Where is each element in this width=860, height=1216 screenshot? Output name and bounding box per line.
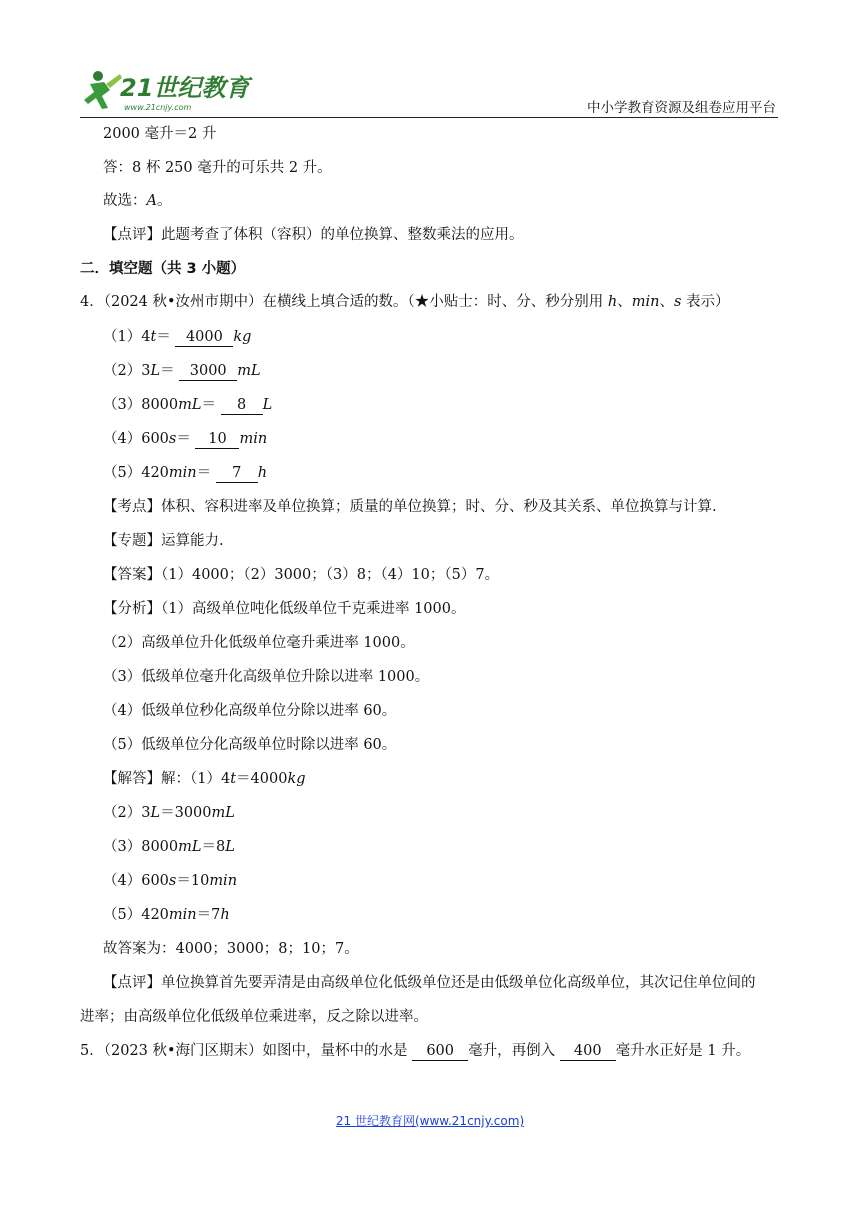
answer-blank: 8	[221, 397, 263, 415]
q4-answer: 【答案】（1）4000；（2）3000；（3）8；（4）10；（5）7。	[103, 567, 500, 583]
prev-line-1: 2000 毫升＝2 升	[103, 126, 217, 142]
header-divider	[80, 117, 778, 118]
q4-analysis: （3）低级单位毫升化高级单位升除以进率 1000。	[103, 669, 430, 685]
answer-blank: 400	[560, 1043, 616, 1061]
q5-stem: 5．（2023 秋•海门区期末）如图中，量杯中的水是 600 毫升，再倒入 400 毫升水正好是 1 升。	[80, 1043, 751, 1059]
page-footer	[0, 1112, 860, 1129]
logo	[80, 66, 260, 116]
page-header	[80, 62, 778, 118]
q4-item: （5）420min＝ 7 h	[103, 465, 268, 481]
q4-analysis: （4）低级单位秒化高级单位分除以进率 60。	[103, 703, 397, 719]
q4-analysis: （2）高级单位升化低级单位毫升乘进率 1000。	[103, 635, 415, 651]
answer-blank: 10	[195, 431, 239, 449]
answer-blank: 4000	[175, 329, 233, 347]
q4-item: （4）600s＝ 10 min	[103, 431, 268, 447]
q4-solution: （4）600s＝10min	[103, 873, 238, 889]
q4-kaodian: 【考点】体积、容积进率及单位换算；质量的单位换算；时、分、秒及其关系、单位换算与计算.	[103, 499, 717, 515]
q4-final: 故答案为：4000；3000；8；10；7。	[103, 941, 359, 957]
prev-line-2: 答：8 杯 250 毫升的可乐共 2 升。	[103, 160, 332, 176]
q4-analysis: （5）低级单位分化高级单位时除以进率 60。	[103, 737, 397, 753]
logo-url-text: www.21cnjy.com	[124, 103, 192, 112]
footer-link[interactable]: 21 世纪教育网(www.21cnjy.com)	[335, 1114, 525, 1128]
answer-blank: 600	[412, 1043, 468, 1061]
q4-item: （3）8000mL＝ 8 L	[103, 397, 273, 413]
q4-item: （1）4t＝ 4000 kg	[103, 329, 252, 345]
answer-choice: A	[146, 193, 157, 209]
q4-review: 【点评】单位换算首先要弄清是由高级单位化低级单位还是由低级单位化高级单位，其次记住单位间的	[103, 975, 756, 991]
answer-blank: 3000	[179, 363, 237, 381]
prev-review: 【点评】此题考查了体积（容积）的单位换算、整数乘法的应用。	[103, 227, 524, 243]
q4-zhuanti: 【专题】运算能力.	[103, 533, 224, 549]
prev-line-3: 故选：A。	[103, 193, 172, 209]
q4-item: （2）3L＝ 3000 mL	[103, 363, 261, 379]
q4-solution: （5）420min＝7h	[103, 907, 230, 923]
section-title: 二．填空题（共 3 小题）	[80, 261, 246, 277]
q4-solution: 【解答】解：（1）4t＝4000kg	[103, 771, 306, 787]
platform-name: 中小学教育资源及组卷应用平台	[587, 100, 776, 116]
logo-text: 21世纪教育	[120, 74, 250, 102]
q4-analysis: 【分析】（1）高级单位吨化低级单位千克乘进率 1000。	[103, 601, 466, 617]
runner-icon	[84, 71, 122, 109]
q4-solution: （2）3L＝3000mL	[103, 805, 235, 821]
q4-stem: 4．（2024 秋•汝州市期中）在横线上填合适的数。（★小贴士：时、分、秒分别用 h、min、s 表示）	[80, 294, 730, 310]
q4-solution: （3）8000mL＝8L	[103, 839, 235, 855]
answer-blank: 7	[216, 465, 258, 483]
q4-review-cont: 进率；由高级单位化低级单位乘进率，反之除以进率。	[80, 1009, 428, 1025]
